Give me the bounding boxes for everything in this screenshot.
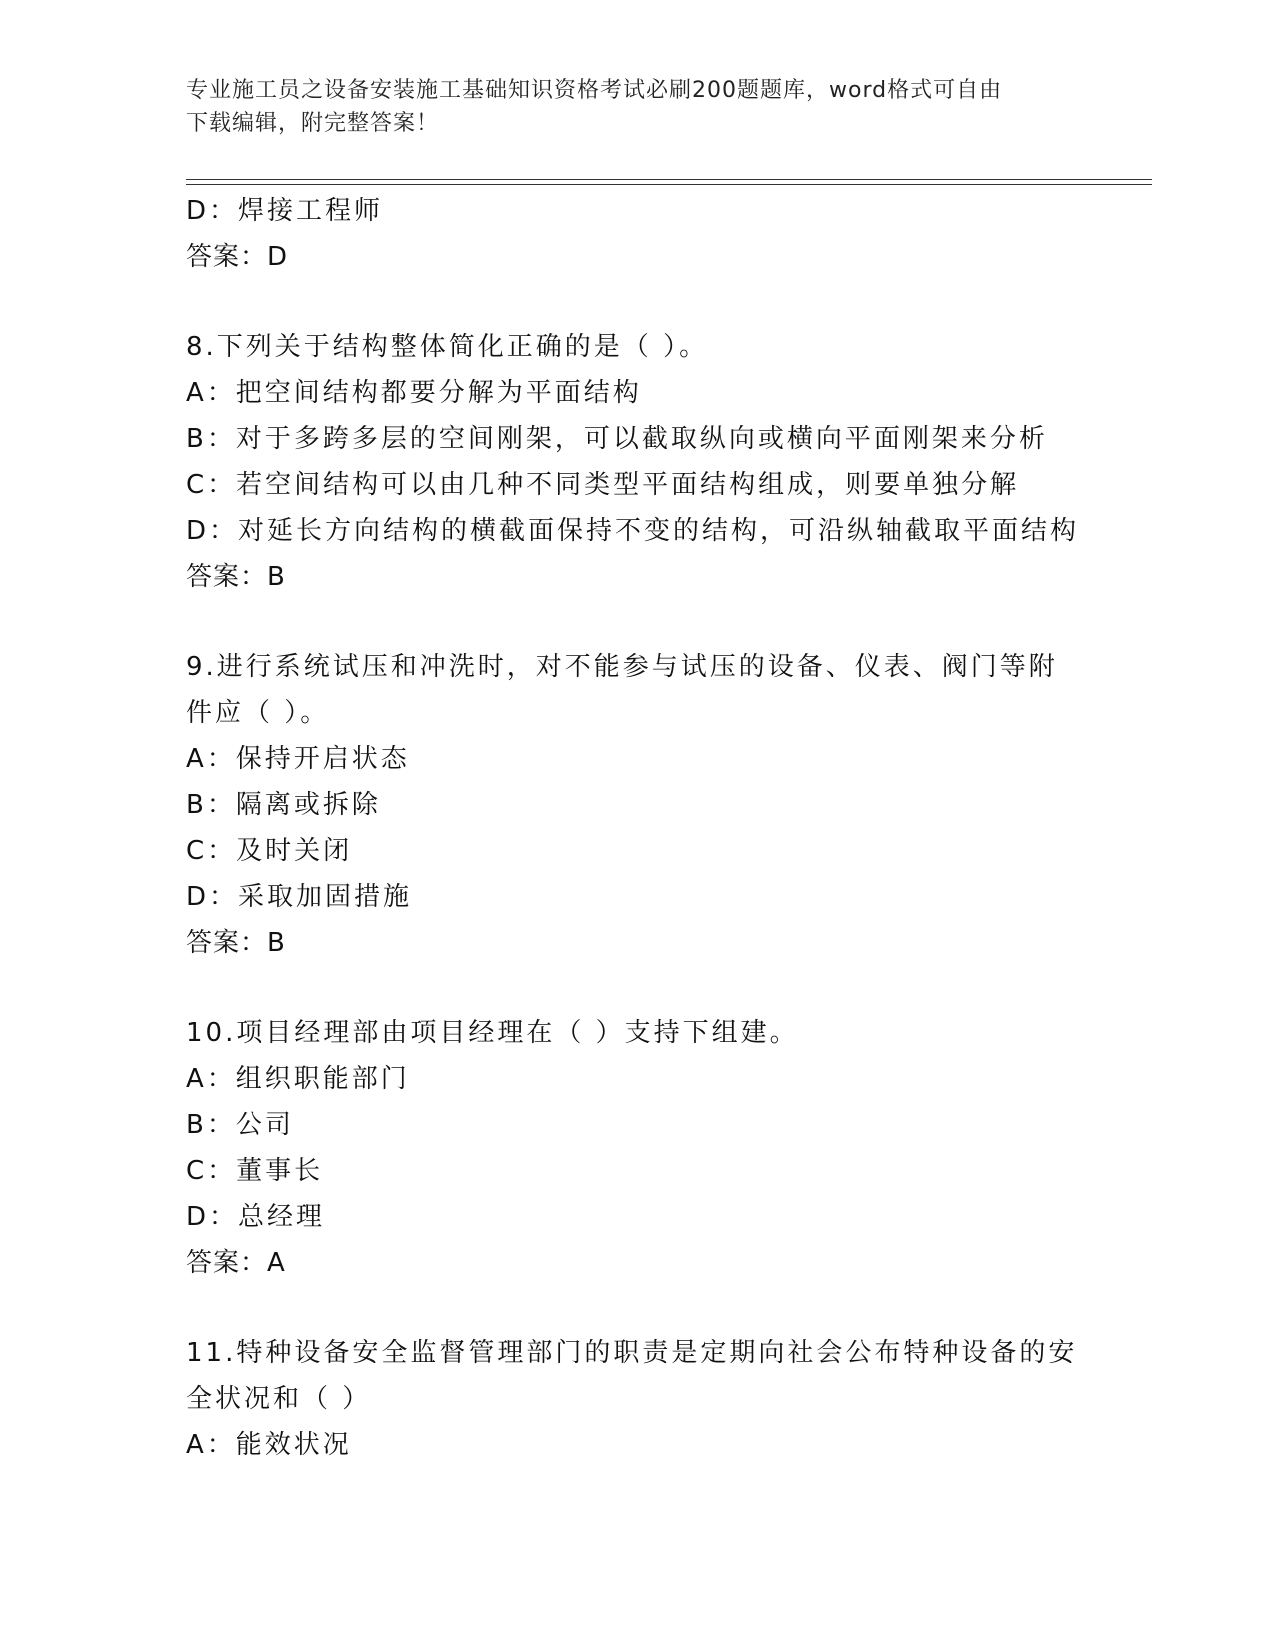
question-block-9 [186, 644, 1146, 966]
answer-line: 答案：B [186, 928, 286, 958]
option-a: A：组织职能部门 [186, 1064, 410, 1094]
option-d: D：对延长方向结构的横截面保持不变的结构，可沿纵轴截取平面结构 [186, 516, 1080, 546]
option-a: A：能效状况 [186, 1430, 352, 1460]
block-spacer [186, 1286, 1146, 1330]
answer-line: 答案：A [186, 1248, 286, 1278]
option-c: C：及时关闭 [186, 836, 353, 866]
option-c: C：若空间结构可以由几种不同类型平面结构组成，则要单独分解 [186, 470, 1020, 500]
option-b: B：公司 [186, 1110, 294, 1140]
option-c: C：董事长 [186, 1156, 324, 1186]
option-d: D：焊接工程师 [186, 196, 384, 226]
header-rule-bottom [186, 184, 1152, 185]
block-spacer [186, 600, 1146, 644]
answer-line: 答案：B [186, 562, 286, 592]
option-b: B：隔离或拆除 [186, 790, 381, 820]
option-b: B：对于多跨多层的空间刚架，可以截取纵向或横向平面刚架来分析 [186, 424, 1048, 454]
option-d: D：采取加固措施 [186, 882, 413, 912]
question-block-10 [186, 1010, 1146, 1286]
option-d: D：总经理 [186, 1202, 326, 1232]
question-text: 9.进行系统试压和冲洗时，对不能参与试压的设备、仪表、阀门等附 [186, 652, 1058, 682]
option-a: A：把空间结构都要分解为平面结构 [186, 378, 642, 408]
page-header [186, 74, 1086, 140]
question-block-11 [186, 1330, 1146, 1468]
header-title-line-2: 下载编辑，附完整答案！ [186, 111, 440, 136]
question-block-8 [186, 324, 1146, 600]
block-spacer [186, 280, 1146, 324]
question-content [186, 188, 1146, 1468]
answer-line: 答案：D [186, 242, 289, 272]
question-text-continued: 件应（ ）。 [186, 698, 330, 728]
option-a: A：保持开启状态 [186, 744, 410, 774]
question-text: 10.项目经理部由项目经理在（ ）支持下组建。 [186, 1018, 799, 1048]
header-title-line-1: 专业施工员之设备安装施工基础知识资格考试必刷200题题库，word格式可自由 [186, 78, 1003, 103]
question-text-continued: 全状况和（ ） [186, 1384, 372, 1414]
header-rule-top [186, 179, 1152, 180]
question-text: 11.特种设备安全监督管理部门的职责是定期向社会公布特种设备的安 [186, 1338, 1078, 1368]
block-spacer [186, 966, 1146, 1010]
question-text: 8.下列关于结构整体简化正确的是（ ）。 [186, 332, 709, 362]
question-block-7-tail [186, 188, 1146, 280]
